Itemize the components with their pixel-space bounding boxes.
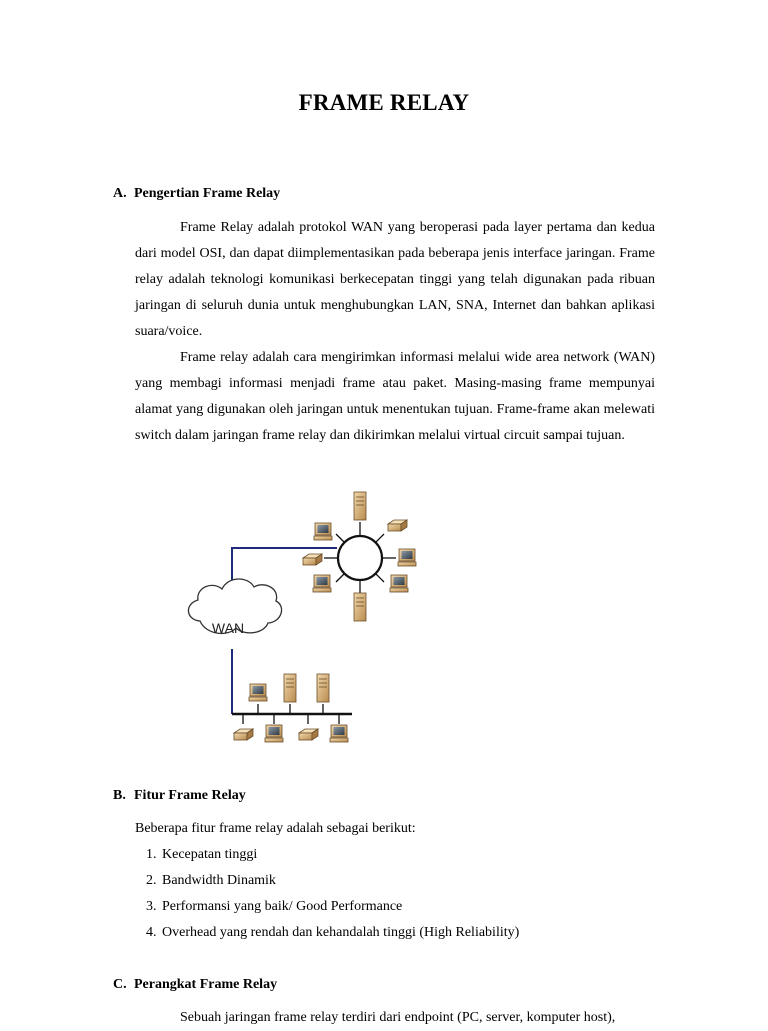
section-c-title: Perangkat Frame Relay [134, 977, 278, 992]
list-item: 2. Bandwidth Dinamik [146, 873, 276, 888]
workstation-icon [265, 725, 283, 742]
workstation-icon [398, 549, 416, 566]
workstation-icon [313, 575, 331, 592]
section-a-paragraph-2: Frame relay adalah cara mengirimkan informasi melalui wide area network (WAN) yang membagi informasi menjadi frame atau paket. Masing-masing frame mempunyai alamat yang digunakan oleh jaringan untuk menentukan tujuan. Frame-frame akan melewati switch dalam jaringan frame relay dan dikirimkan melalui virtual circuit sampai tujuan. [135, 350, 655, 443]
section-a-paragraph-1: Frame Relay adalah protokol WAN yang beroperasi pada layer pertama dan kedua dari model OSI, dan dapat diimplementasikan pada beberapa jenis interface jaringan. Frame relay adalah teknologi komunikasi berkecepatan tinggi yang telah digunakan pada ribuan jaringan di seluruh dunia untuk menghubungkan LAN, SNA, Internet dan bahkan aplikasi suara/voice. [135, 220, 655, 339]
section-b-title: Fitur Frame Relay [134, 788, 246, 803]
section-c-heading [113, 977, 277, 993]
host-box-icon [388, 520, 407, 531]
list-item: 3. Performansi yang baik/ Good Performance [146, 899, 403, 914]
list-item: 4. Overhead yang rendah dan kehandalah tinggi (High Reliability) [146, 925, 520, 940]
workstation-icon [390, 575, 408, 592]
server-tower-icon [354, 593, 366, 621]
section-a-heading [113, 186, 280, 202]
workstation-icon [249, 684, 267, 701]
wan-cloud-label: WAN [211, 620, 245, 636]
ring-network [303, 492, 416, 621]
host-box-icon [303, 554, 322, 565]
section-b-heading [113, 788, 246, 804]
feature-list [146, 842, 519, 946]
server-tower-icon [317, 674, 329, 702]
section-c-letter: C. [113, 977, 127, 992]
section-b-letter: B. [113, 788, 126, 803]
workstation-icon [330, 725, 348, 742]
section-b-intro: Beberapa fitur frame relay adalah sebagai berikut: [135, 821, 416, 836]
server-tower-icon [354, 492, 366, 520]
document-title: FRAME RELAY [298, 90, 470, 115]
host-box-icon [299, 729, 318, 740]
ring-circle [338, 536, 382, 580]
workstation-icon [314, 523, 332, 540]
section-c-paragraph-1: Sebuah jaringan frame relay terdiri dari endpoint (PC, server, komputer host), [180, 1010, 616, 1025]
wan-cloud [188, 579, 281, 636]
section-a-letter: A. [113, 186, 127, 201]
section-a-title: Pengertian Frame Relay [134, 186, 281, 201]
host-box-icon [234, 729, 253, 740]
bus-network [232, 674, 352, 742]
list-item: 1. Kecepatan tinggi [146, 847, 258, 862]
server-tower-icon [284, 674, 296, 702]
frame-relay-network-diagram [170, 486, 430, 754]
